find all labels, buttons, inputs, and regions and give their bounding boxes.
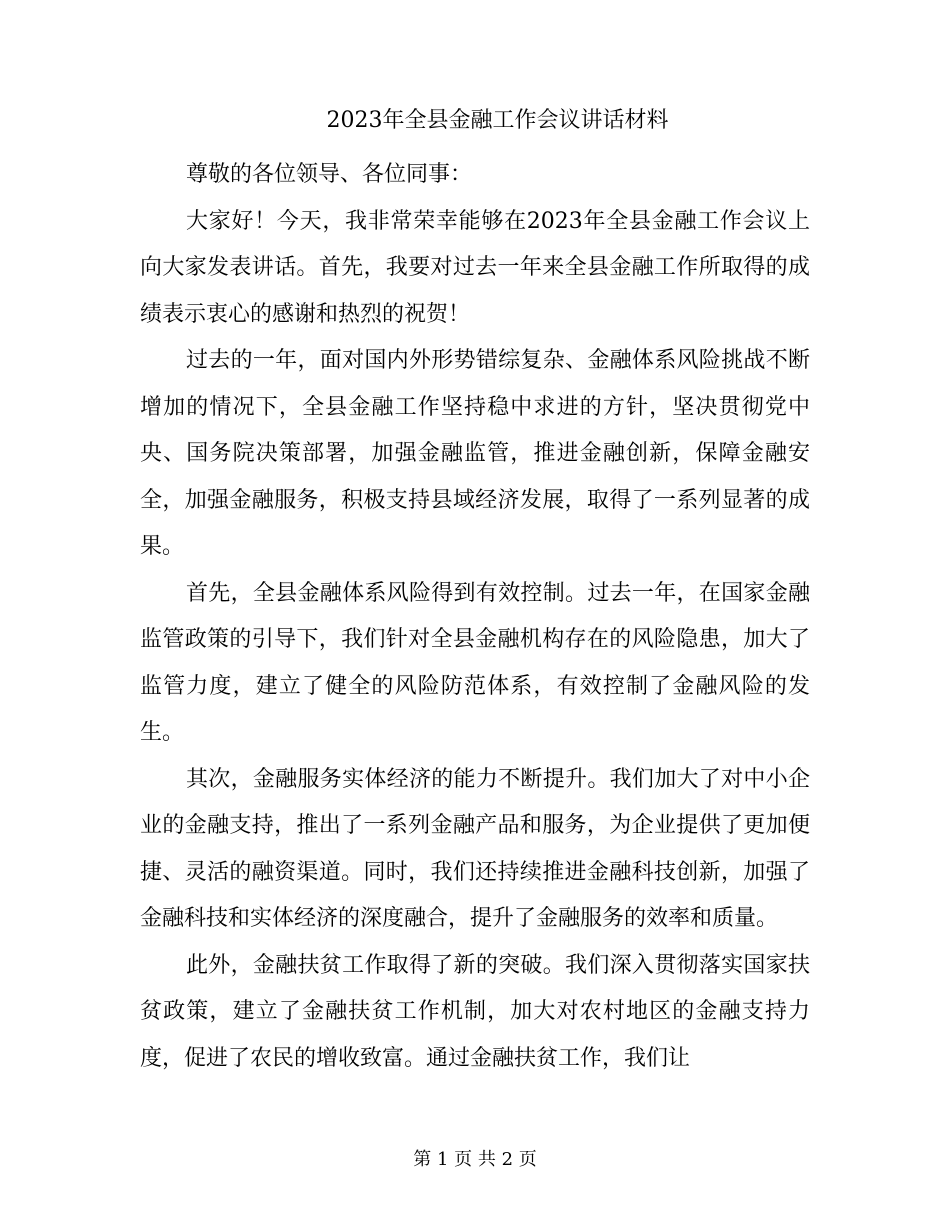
paragraph-risk-control: 首先，全县金融体系风险得到有效控制。过去一年，在国家金融监管政策的引导下，我们针对全县金融机构存在的风险隐患，加大了监管力度，建立了健全的风险防范体系，有效控制了金融风险的发生。	[140, 580, 810, 745]
paragraph-past-year: 过去的一年，面对国内外形势错综复杂、金融体系风险挑战不断增加的情况下，全县金融工作坚持稳中求进的方针，坚决贯彻党中央、国务院决策部署，加强金融监管，推进金融创新，保障金融安全，加强金融服务，积极支持县域经济发展，取得了一系列显著的成果。	[140, 348, 810, 559]
paragraph-poverty-alleviation: 此外，金融扶贫工作取得了新的突破。我们深入贯彻落实国家扶贫政策，建立了金融扶贫工作机制，加大对农村地区的金融支持力度，促进了农民的增收致富。通过金融扶贫工作，我们让	[140, 952, 810, 1071]
paragraph-salutation: 尊敬的各位领导、各位同事：	[186, 162, 473, 187]
paragraph-greeting: 大家好！今天，我非常荣幸能够在2023年全县金融工作会议上向大家发表讲话。首先，我要对过去一年来全县金融工作所取得的成绩表示衷心的感谢和热烈的祝贺！	[140, 208, 810, 327]
document-body	[140, 152, 810, 1082]
paragraph-financial-services: 其次，金融服务实体经济的能力不断提升。我们加大了对中小企业的金融支持，推出了一系列金融产品和服务，为企业提供了更加便捷、灵活的融资渠道。同时，我们还持续推进金融科技创新，加强了金融科技和实体经济的深度融合，提升了金融服务的效率和质量。	[140, 766, 810, 931]
document-title: 2023年全县金融工作会议讲话材料	[326, 108, 669, 133]
page-footer: 第 1 页 共 2 页	[413, 1149, 537, 1170]
